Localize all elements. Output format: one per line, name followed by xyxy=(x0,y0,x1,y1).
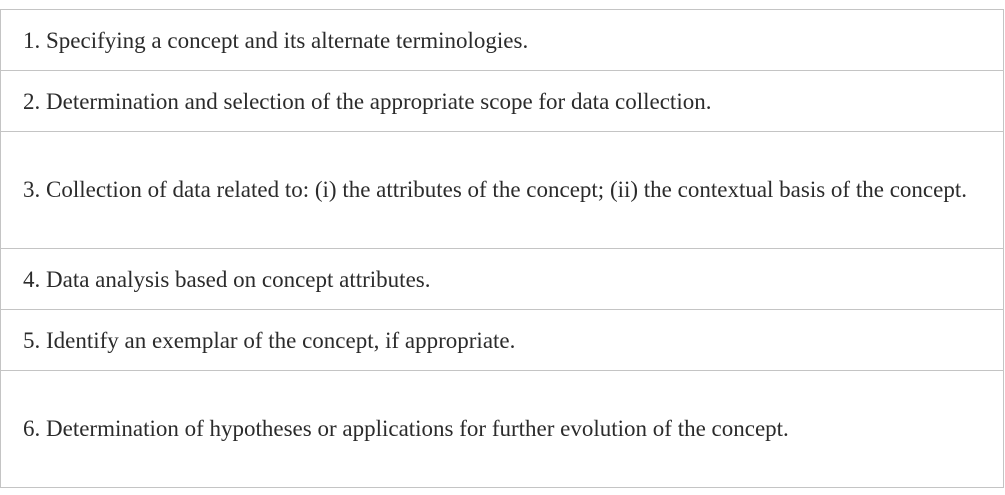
table-row xyxy=(1,371,1004,488)
table-row xyxy=(1,71,1004,132)
step-cell: 1. Specifying a concept and its alternate terminologies. xyxy=(1,10,1004,71)
table-row xyxy=(1,132,1004,249)
step-cell: 3. Collection of data related to: (i) the attributes of the concept; (ii) the contextual basis of the concept. xyxy=(1,132,1004,249)
step-cell: 6. Determination of hypotheses or applications for further evolution of the concept. xyxy=(1,371,1004,488)
table-row xyxy=(1,10,1004,71)
step-cell: 4. Data analysis based on concept attributes. xyxy=(1,249,1004,310)
steps-table xyxy=(0,9,1004,488)
table-row xyxy=(1,310,1004,371)
table-row xyxy=(1,249,1004,310)
step-cell: 5. Identify an exemplar of the concept, if appropriate. xyxy=(1,310,1004,371)
step-cell: 2. Determination and selection of the appropriate scope for data collection. xyxy=(1,71,1004,132)
